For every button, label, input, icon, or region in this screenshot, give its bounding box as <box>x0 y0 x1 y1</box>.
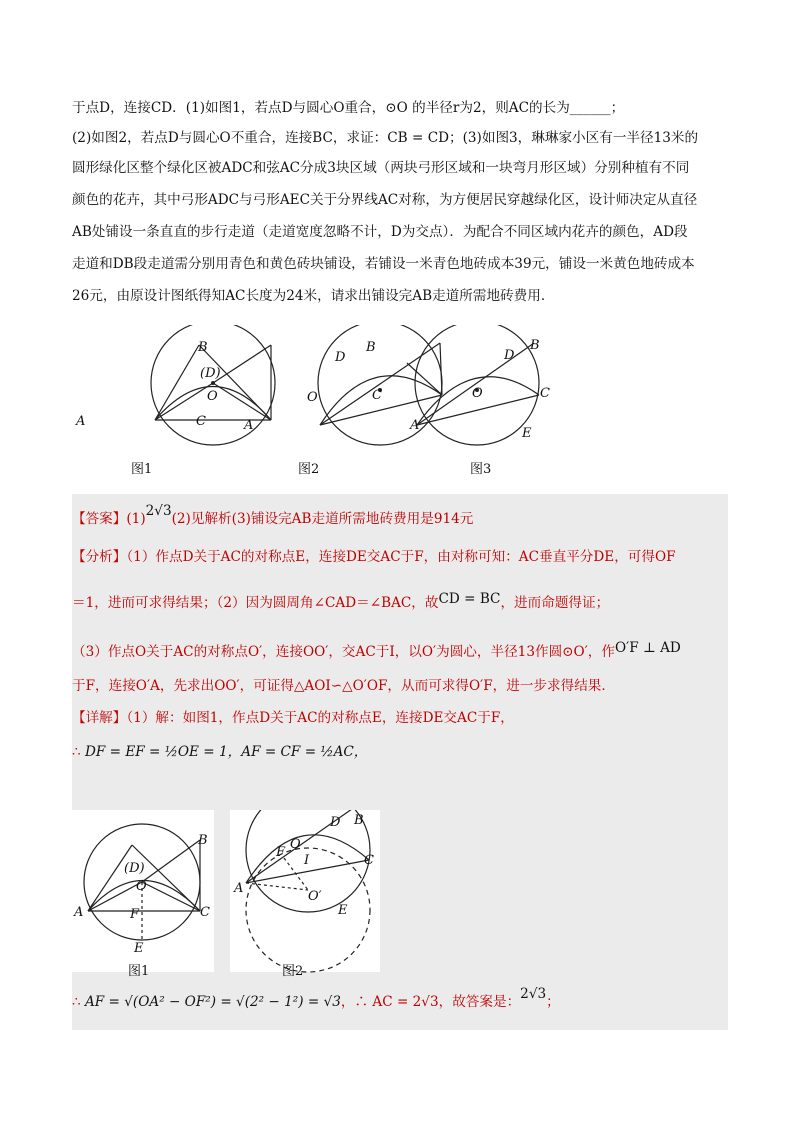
fig2-caption: 图2 <box>298 462 320 477</box>
svg-text:B: B <box>198 833 208 848</box>
problem-line-7: 26元，由原设计图纸得知AC长度为24米，请求出铺设完AB走道所需地砖费用． <box>72 288 555 304</box>
svg-text:A: A <box>76 414 86 429</box>
svg-text:B: B <box>366 340 376 355</box>
svg-text:O′: O′ <box>308 889 322 904</box>
detail-eq-2: ∴ AF = √(OA² − OF²) = √(2² − 1²) = √3，∴ AC = 2√3，故答案是：2√3； <box>72 986 560 1010</box>
svg-text:C: C <box>540 386 550 401</box>
svg-text:O: O <box>136 879 147 894</box>
bottom-fig1-caption: 图1 <box>128 964 150 979</box>
svg-text:C: C <box>372 388 382 403</box>
fig1-caption: 图1 <box>131 462 153 477</box>
svg-text:C: C <box>196 414 206 429</box>
svg-text:D: D <box>330 815 341 830</box>
analysis-line-3: （3）作点O关于AC的对称点O′，连接OO′，交AC于I，以O′为圆心，半径13作圆⊙O′，作O′F ⊥ AD <box>72 640 681 660</box>
top-figures <box>72 325 562 475</box>
analysis-line-2: ＝1，进而可求得结果；（2）因为圆周角∠CAD＝∠BAC，故CD = BC，进而命题得证； <box>72 591 610 611</box>
svg-text:I: I <box>304 853 310 868</box>
svg-text:O: O <box>207 389 218 404</box>
problem-line-4: 颜色的花卉，其中弓形ADC与弓形AEC关于分界线AC对称，为方便居民穿越绿化区，设计师决定从直径 <box>72 192 698 208</box>
detail-eq-1: ∴ DF = EF = ½OE = 1，AF = CF = ½AC， <box>72 744 368 760</box>
analysis-line-4: 于F，连接O′A，先求出OO′，可证得△AOI∽△O′OF，从而可求得O′F，进一步求得结果． <box>72 678 615 694</box>
svg-text:F: F <box>276 845 286 860</box>
svg-text:(D): (D) <box>124 861 145 876</box>
svg-text:E: E <box>134 941 144 956</box>
bottom-figures <box>72 810 382 980</box>
svg-text:E: E <box>338 903 348 918</box>
svg-text:D: D <box>504 348 515 363</box>
answer-line: 【答案】(1)2√3(2)见解析(3)铺设完AB走道所需地砖费用是914元 <box>72 503 474 527</box>
fig3-circle <box>415 325 539 445</box>
svg-text:O: O <box>472 386 483 401</box>
problem-line-3: 圆形绿化区整个绿化区被ADC和弦AC分成3块区域（两块弓形区域和一块弯月形区域）分别种植有不同 <box>72 160 690 176</box>
problem-line-6: 走道和DB段走道需分别用青色和黄色砖块铺设，若铺设一米青色地砖成本39元，铺设一米黄色地砖成本 <box>72 256 695 272</box>
svg-text:F: F <box>130 907 140 922</box>
svg-text:B: B <box>198 340 208 355</box>
problem-line-2: (2)如图2，若点D与圆心O不重合，连接BC，求证：CB = CD；(3)如图3，琳琳家小区有一半径13米的 <box>72 130 699 146</box>
svg-text:A: A <box>244 418 254 433</box>
svg-text:B: B <box>530 338 540 353</box>
analysis-line-1: 【分析】（1）作点D关于AC的对称点E，连接DE交AC于F，由对称可知：AC垂直平分DE，可得OF <box>72 549 676 565</box>
answer-tag: 【答案】 <box>72 511 127 527</box>
fig3-caption: 图3 <box>470 462 492 477</box>
svg-text:B: B <box>354 813 364 828</box>
svg-text:A: A <box>410 418 420 433</box>
svg-text:A: A <box>234 881 244 896</box>
fig2-circle <box>318 325 442 445</box>
svg-text:E: E <box>522 426 532 441</box>
problem-line-1: 于点D，连接CD．(1)如图1，若点D与圆心O重合，⊙O 的半径r为2，则AC的长为______； <box>72 100 625 116</box>
svg-text:(D): (D) <box>200 366 221 381</box>
svg-text:C: C <box>364 853 374 868</box>
svg-text:A: A <box>74 905 84 920</box>
answer-math: 2√3 <box>145 503 172 519</box>
svg-text:O: O <box>307 390 318 405</box>
bottom-fig2-caption: 图2 <box>282 964 304 979</box>
svg-text:C: C <box>200 905 210 920</box>
svg-text:D: D <box>335 350 346 365</box>
detail-line-1: 【详解】（1）解：如图1，作点D关于AC的对称点E，连接DE交AC于F， <box>72 710 514 726</box>
problem-line-5: AB处铺设一条直直的步行走道（走道宽度忽略不计，D为交点）．为配合不同区域内花卉的颜色，AD段 <box>72 224 688 240</box>
svg-text:O: O <box>290 837 301 852</box>
